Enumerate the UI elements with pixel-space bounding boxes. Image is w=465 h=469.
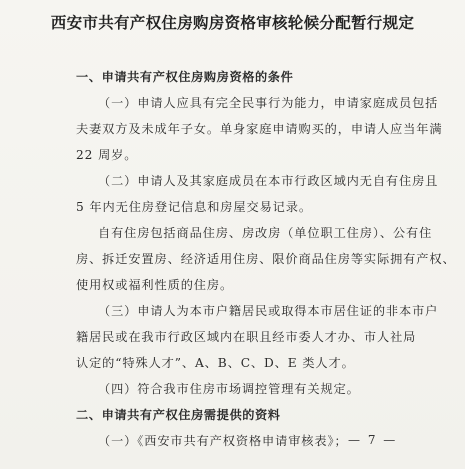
item4-line1: （四）符合我市住房市场调控管理有关规定。 bbox=[98, 382, 360, 396]
para-line2: 房、拆迁安置房、经济适用住房、限价商品住房等实际拥有产权、 bbox=[76, 252, 456, 266]
item1-line2: 夫妻双方及未成年子女。单身家庭申请购买的，申请人应当年满 bbox=[76, 122, 443, 136]
section2-heading: 二、申请共有产权住房需提供的资料 bbox=[76, 408, 281, 422]
item1-line3: 22 周岁。 bbox=[76, 148, 138, 162]
section1-heading: 一、申请共有产权住房购房资格的条件 bbox=[76, 70, 294, 84]
item3-line3: 认定的“特殊人才”、A、B、C、D、E 类人才。 bbox=[76, 356, 355, 370]
item2-line2: 5 年内无住房登记信息和房屋交易记录。 bbox=[76, 200, 312, 214]
item1-line1: （一）申请人应具有完全民事行为能力，申请家庭成员包括 bbox=[98, 96, 439, 110]
item2-line1: （二）申请人及其家庭成员在本市行政区域内无自有住房且 bbox=[98, 174, 439, 188]
item5-line1: （一）《西安市共有产权资格申请审核表》； bbox=[98, 434, 348, 448]
page-number: — 7 — bbox=[348, 433, 398, 447]
para-line3: 使用权或福利性质的住房。 bbox=[76, 278, 234, 292]
item3-line2: 籍居民或在我市行政区域内在职且经市委人才办、市人社局 bbox=[76, 330, 417, 344]
document-title: 西安市共有产权住房购房资格审核轮候分配暂行规定 bbox=[50, 13, 415, 32]
para-line1: 自有住房包括商品住房、房改房（单位职工住房）、公有住 bbox=[98, 226, 433, 240]
item3-line1: （三）申请人为本市户籍居民或取得本市居住证的非本市户 bbox=[98, 304, 439, 318]
